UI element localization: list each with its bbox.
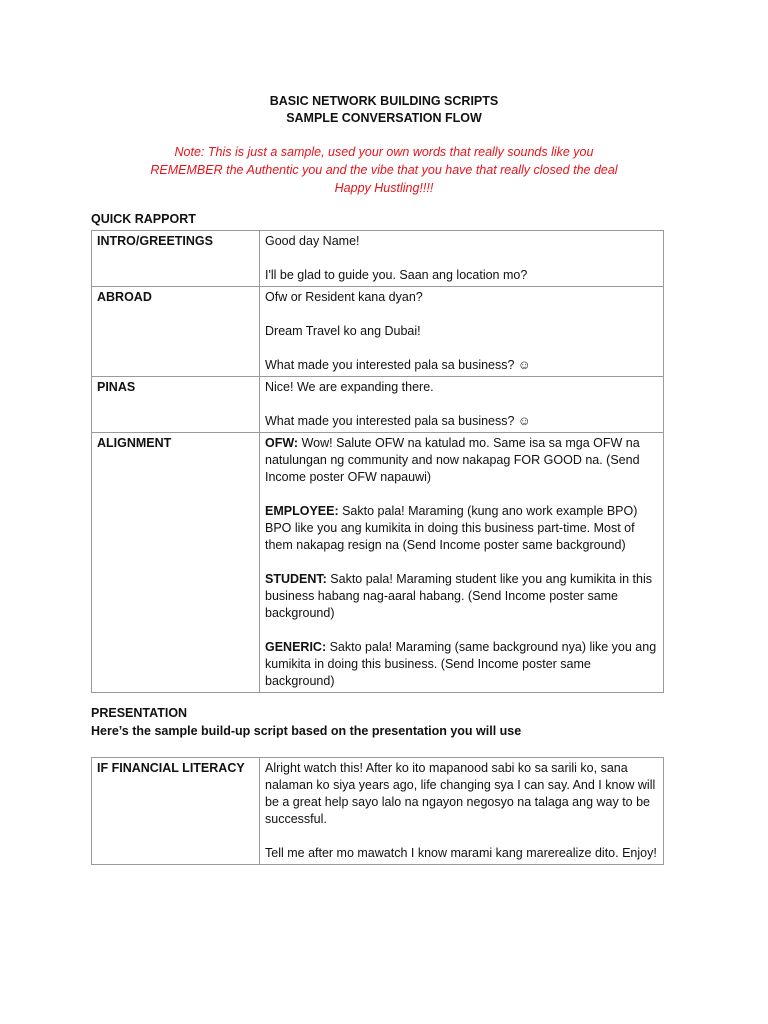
script-paragraph <box>265 503 658 554</box>
table-row <box>92 377 664 433</box>
script-line: Good day Name! <box>265 234 360 248</box>
ofw-text: Wow! Salute OFW na katulad mo. Same isa sa mga OFW na natulungan ng community and now nakapag FOR GOOD na. (Send Income poster OFW napauwi) <box>265 436 640 484</box>
presentation-table <box>91 757 664 865</box>
row-content <box>260 231 664 287</box>
table-row <box>92 231 664 287</box>
quick-rapport-table <box>91 230 664 693</box>
script-line: Nice! We are expanding there. <box>265 380 434 394</box>
row-content <box>260 287 664 377</box>
script-line: What made you interested pala sa business? ☺ <box>265 414 531 428</box>
quick-rapport-heading: QUICK RAPPORT <box>91 212 196 226</box>
row-content <box>260 758 664 865</box>
row-label: INTRO/GREETINGS <box>92 231 260 287</box>
row-label: ABROAD <box>92 287 260 377</box>
table-row <box>92 433 664 693</box>
row-content <box>260 433 664 693</box>
document-subtitle: SAMPLE CONVERSATION FLOW <box>286 111 482 125</box>
student-lead: STUDENT: <box>265 572 327 586</box>
script-line: Dream Travel ko ang Dubai! <box>265 324 421 338</box>
table-row <box>92 287 664 377</box>
script-line: I'll be glad to guide you. Saan ang location mo? <box>265 268 528 282</box>
script-line: Alright watch this! After ko ito mapanood sabi ko sa sarili ko, sana nalaman ko siya years ago, life changing sya I can say. And I know will be a great help sayo lalo na ngayon negosyo na talaga ang way to be successful. <box>265 761 656 826</box>
script-line: Tell me after mo mawatch I know marami kang marerealize dito. Enjoy! <box>265 846 657 860</box>
note-line-1: Note: This is just a sample, used your own words that really sounds like you <box>174 145 594 159</box>
ofw-lead: OFW: <box>265 436 299 450</box>
row-label: IF FINANCIAL LITERACY <box>92 758 260 865</box>
script-line: Ofw or Resident kana dyan? <box>265 290 423 304</box>
generic-text: Sakto pala! Maraming (same background nya) like you ang kumikita in doing this business. (Send Income poster same background) <box>265 640 657 688</box>
table-row <box>92 758 664 865</box>
script-paragraph <box>265 571 658 622</box>
presentation-heading: PRESENTATION <box>91 706 188 720</box>
presentation-subheading: Here’s the sample build-up script based on the presentation you will use <box>91 724 522 738</box>
note-line-2: REMEMBER the Authentic you and the vibe that you have that really closed the deal <box>150 163 618 177</box>
employee-text: Sakto pala! Maraming (kung ano work example BPO) BPO like you ang kumikita in doing this business part-time. Most of them nakapag resign na (Send Income poster same background) <box>265 504 638 552</box>
employee-lead: EMPLOYEE: <box>265 504 339 518</box>
row-content <box>260 377 664 433</box>
row-label: PINAS <box>92 377 260 433</box>
script-paragraph <box>265 639 658 690</box>
generic-lead: GENERIC: <box>265 640 327 654</box>
script-paragraph <box>265 435 658 486</box>
row-label: ALIGNMENT <box>92 433 260 693</box>
student-text: Sakto pala! Maraming student like you ang kumikita in this business habang nag-aaral habang. (Send Income poster same background) <box>265 572 652 620</box>
script-line: What made you interested pala sa business? ☺ <box>265 358 531 372</box>
note-line-3: Happy Hustling!!!! <box>334 181 434 195</box>
document-title: BASIC NETWORK BUILDING SCRIPTS <box>269 94 499 108</box>
